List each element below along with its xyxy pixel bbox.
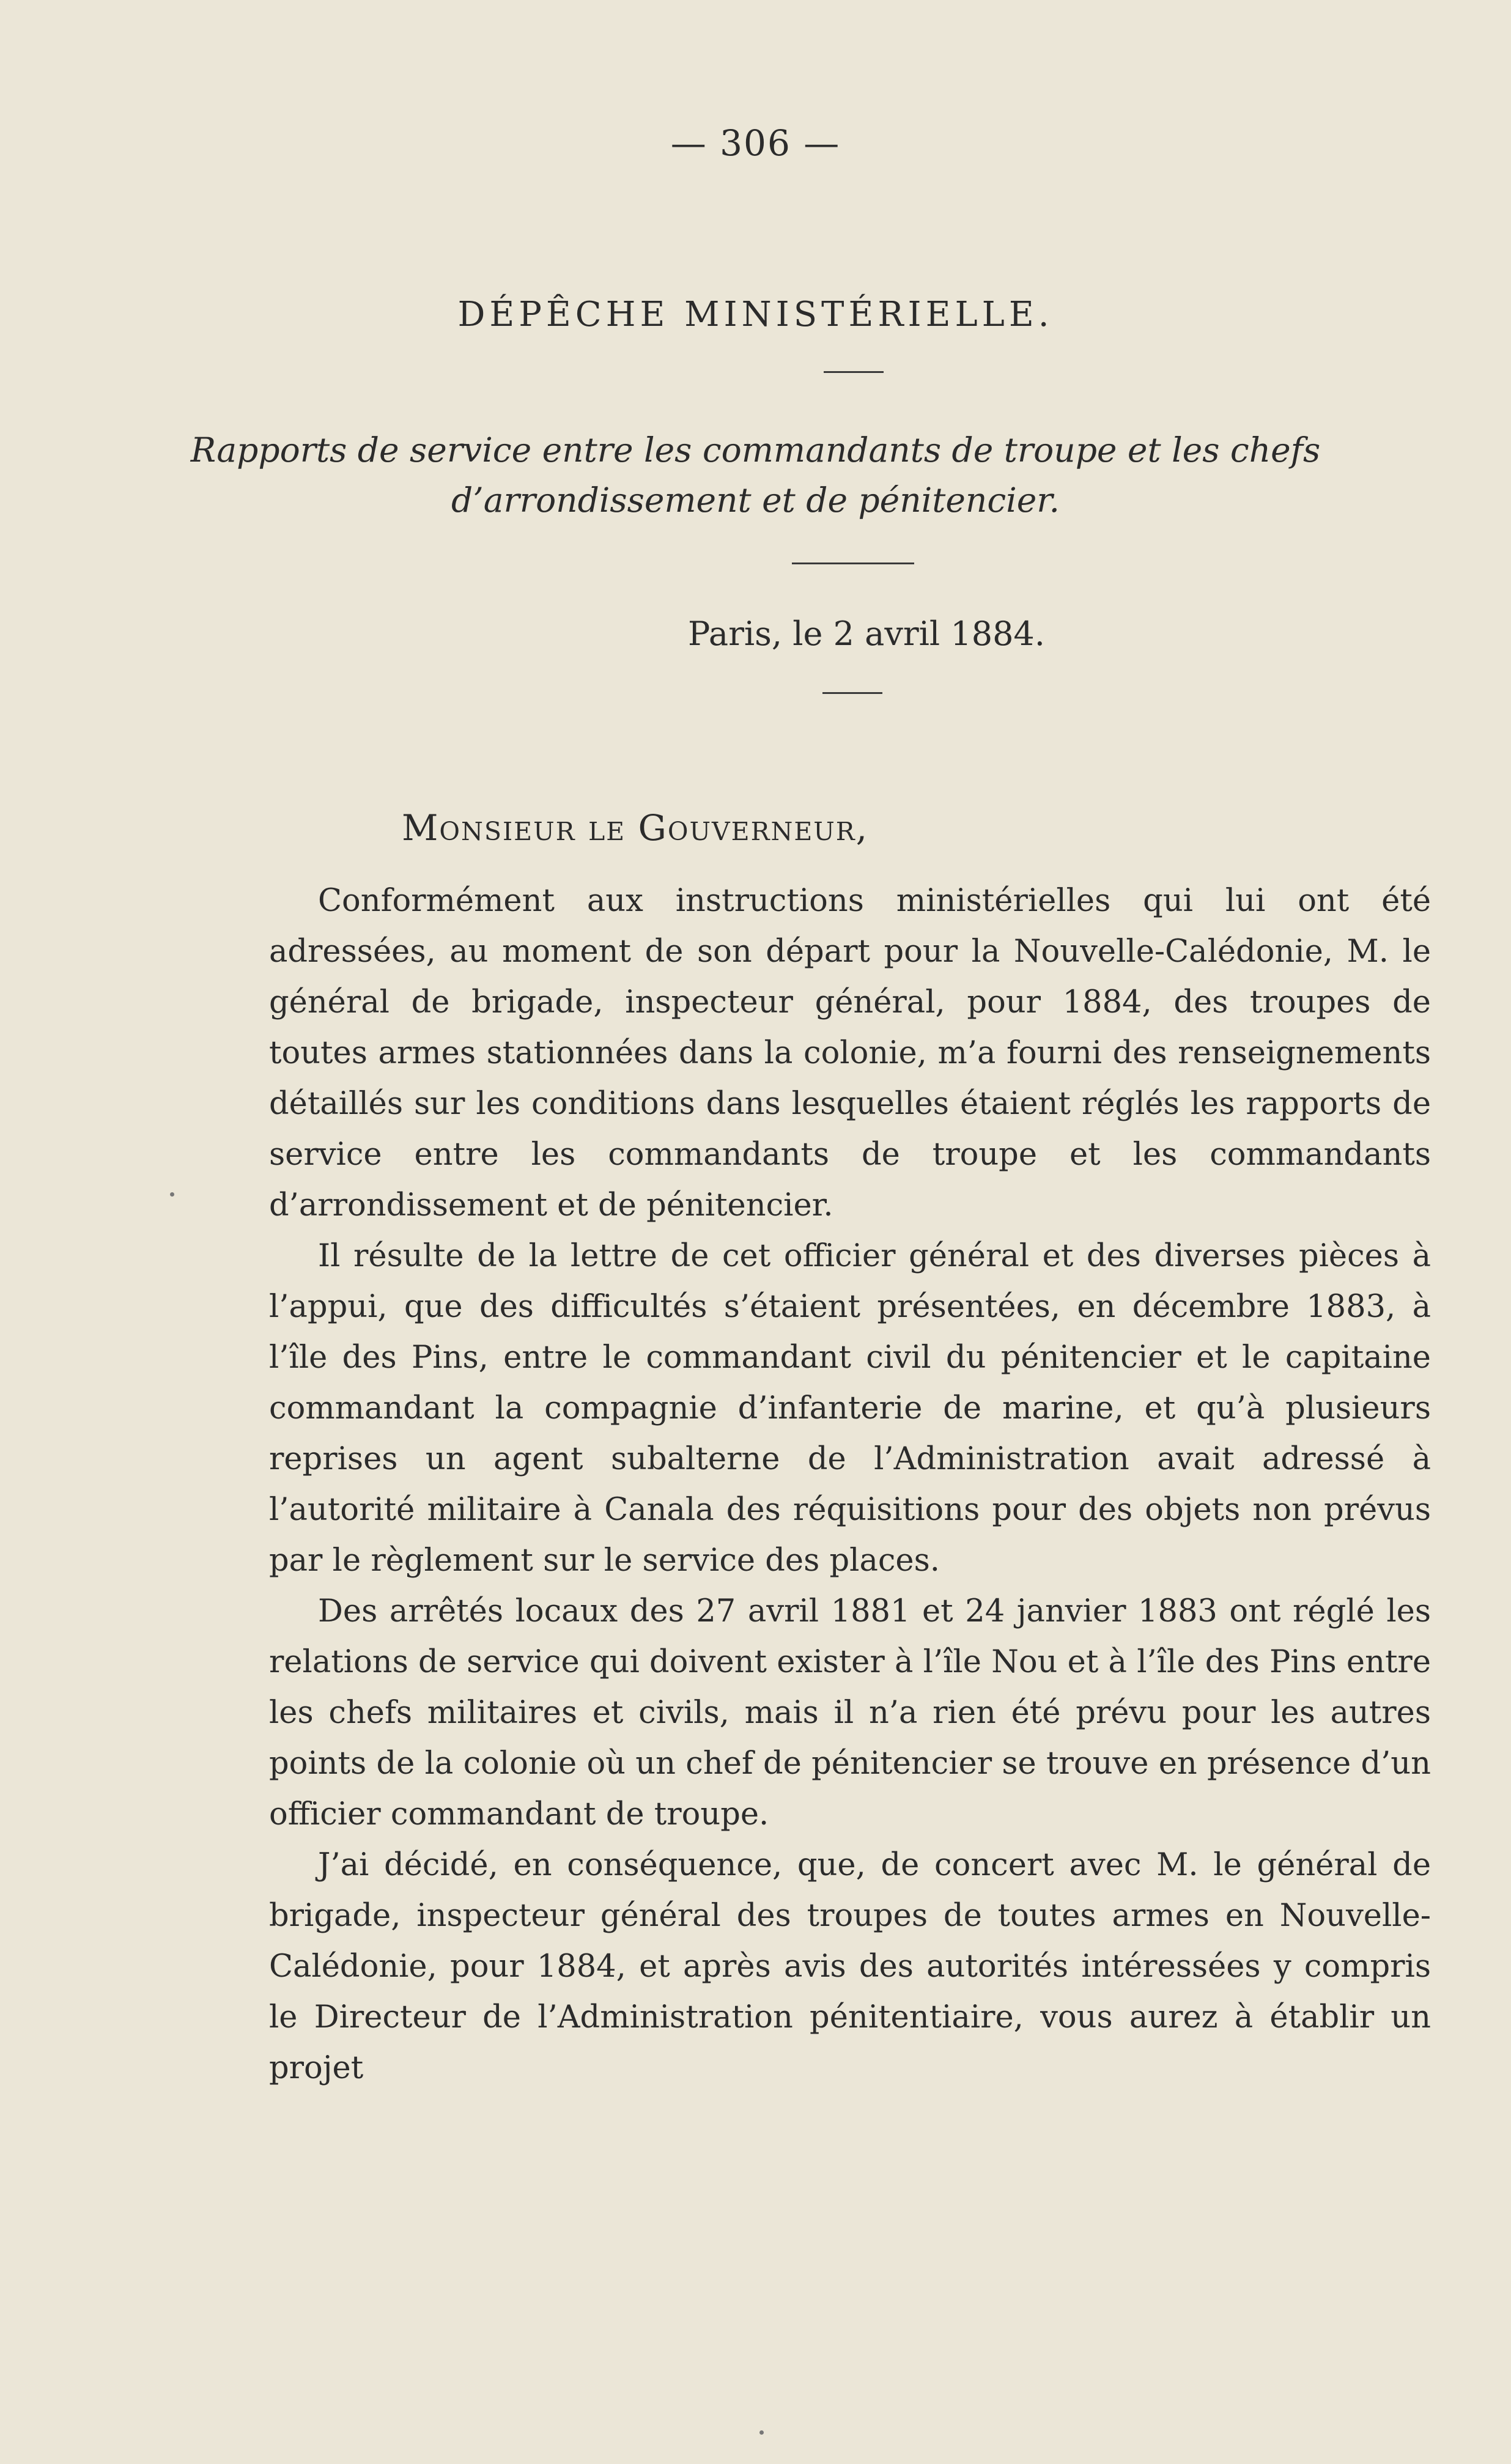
subtitle bbox=[0, 425, 1511, 525]
paragraph: J’ai décidé, en conséquence, que, de concert avec M. le général de brigade, inspecteur général des troupes de toutes armes en Nouvelle-Calédonie, pour 1884, et après avis des autorités intéressées y compris le Directeur de l’Administration pénitentiaire, vous aurez à établir un projet bbox=[269, 1847, 1431, 2086]
dateline: Paris, le 2 avril 1884. bbox=[688, 614, 1045, 653]
paragraph: Conformément aux instructions ministérielles qui lui ont été adressées, au moment de son départ pour la Nouvelle-Calédonie, M. le général de brigade, inspecteur général, pour 1884, des troupes de toutes armes stationnées dans la colonie, m’a fourni des renseignements détaillés sur les conditions dans lesquelles étaient réglés les rapports de service entre les commandants de troupe et les commandants d’arrondissement et de pénitencier. bbox=[269, 883, 1431, 1223]
paragraph: Des arrêtés locaux des 27 avril 1881 et 24 janvier 1883 ont réglé les relations de service qui doivent exister à l’île Nou et à l’île des Pins entre les chefs militaires et civils, mais il n’a rien été prévu pour les autres points de la colonie où un chef de pénitencier se trouve en présence d’un officier commandant de troupe. bbox=[269, 1593, 1431, 1832]
page-number: — 306 — bbox=[670, 122, 841, 164]
salutation: Monsieur le Gouverneur, bbox=[402, 807, 869, 849]
subtitle-line: d’arrondissement et de pénitencier. bbox=[451, 481, 1060, 520]
paragraph: Il résulte de la lettre de cet officier général et des diverses pièces à l’appui, que des difficultés s’étaient présentées, en décembre 1883, à l’île des Pins, entre le commandant civil du pénitencier et le capitaine commandant la compagnie d’infanterie de marine, et qu’à plusieurs reprises un agent subalterne de l’Administration avait adressé à l’autorité militaire à Canala des réquisitions pour des objets non prévus par le règlement sur le service des places. bbox=[269, 1238, 1431, 1579]
ink-speck bbox=[170, 1192, 174, 1197]
letter-body bbox=[269, 876, 1431, 2093]
title-divider bbox=[824, 371, 884, 373]
document-title: DÉPÊCHE MINISTÉRIELLE. bbox=[457, 295, 1054, 334]
dateline-divider bbox=[822, 692, 882, 694]
subtitle-line: Rapports de service entre les commandants de troupe et les chefs bbox=[190, 430, 1321, 470]
ink-speck bbox=[759, 2430, 764, 2435]
subtitle-divider bbox=[792, 563, 914, 564]
